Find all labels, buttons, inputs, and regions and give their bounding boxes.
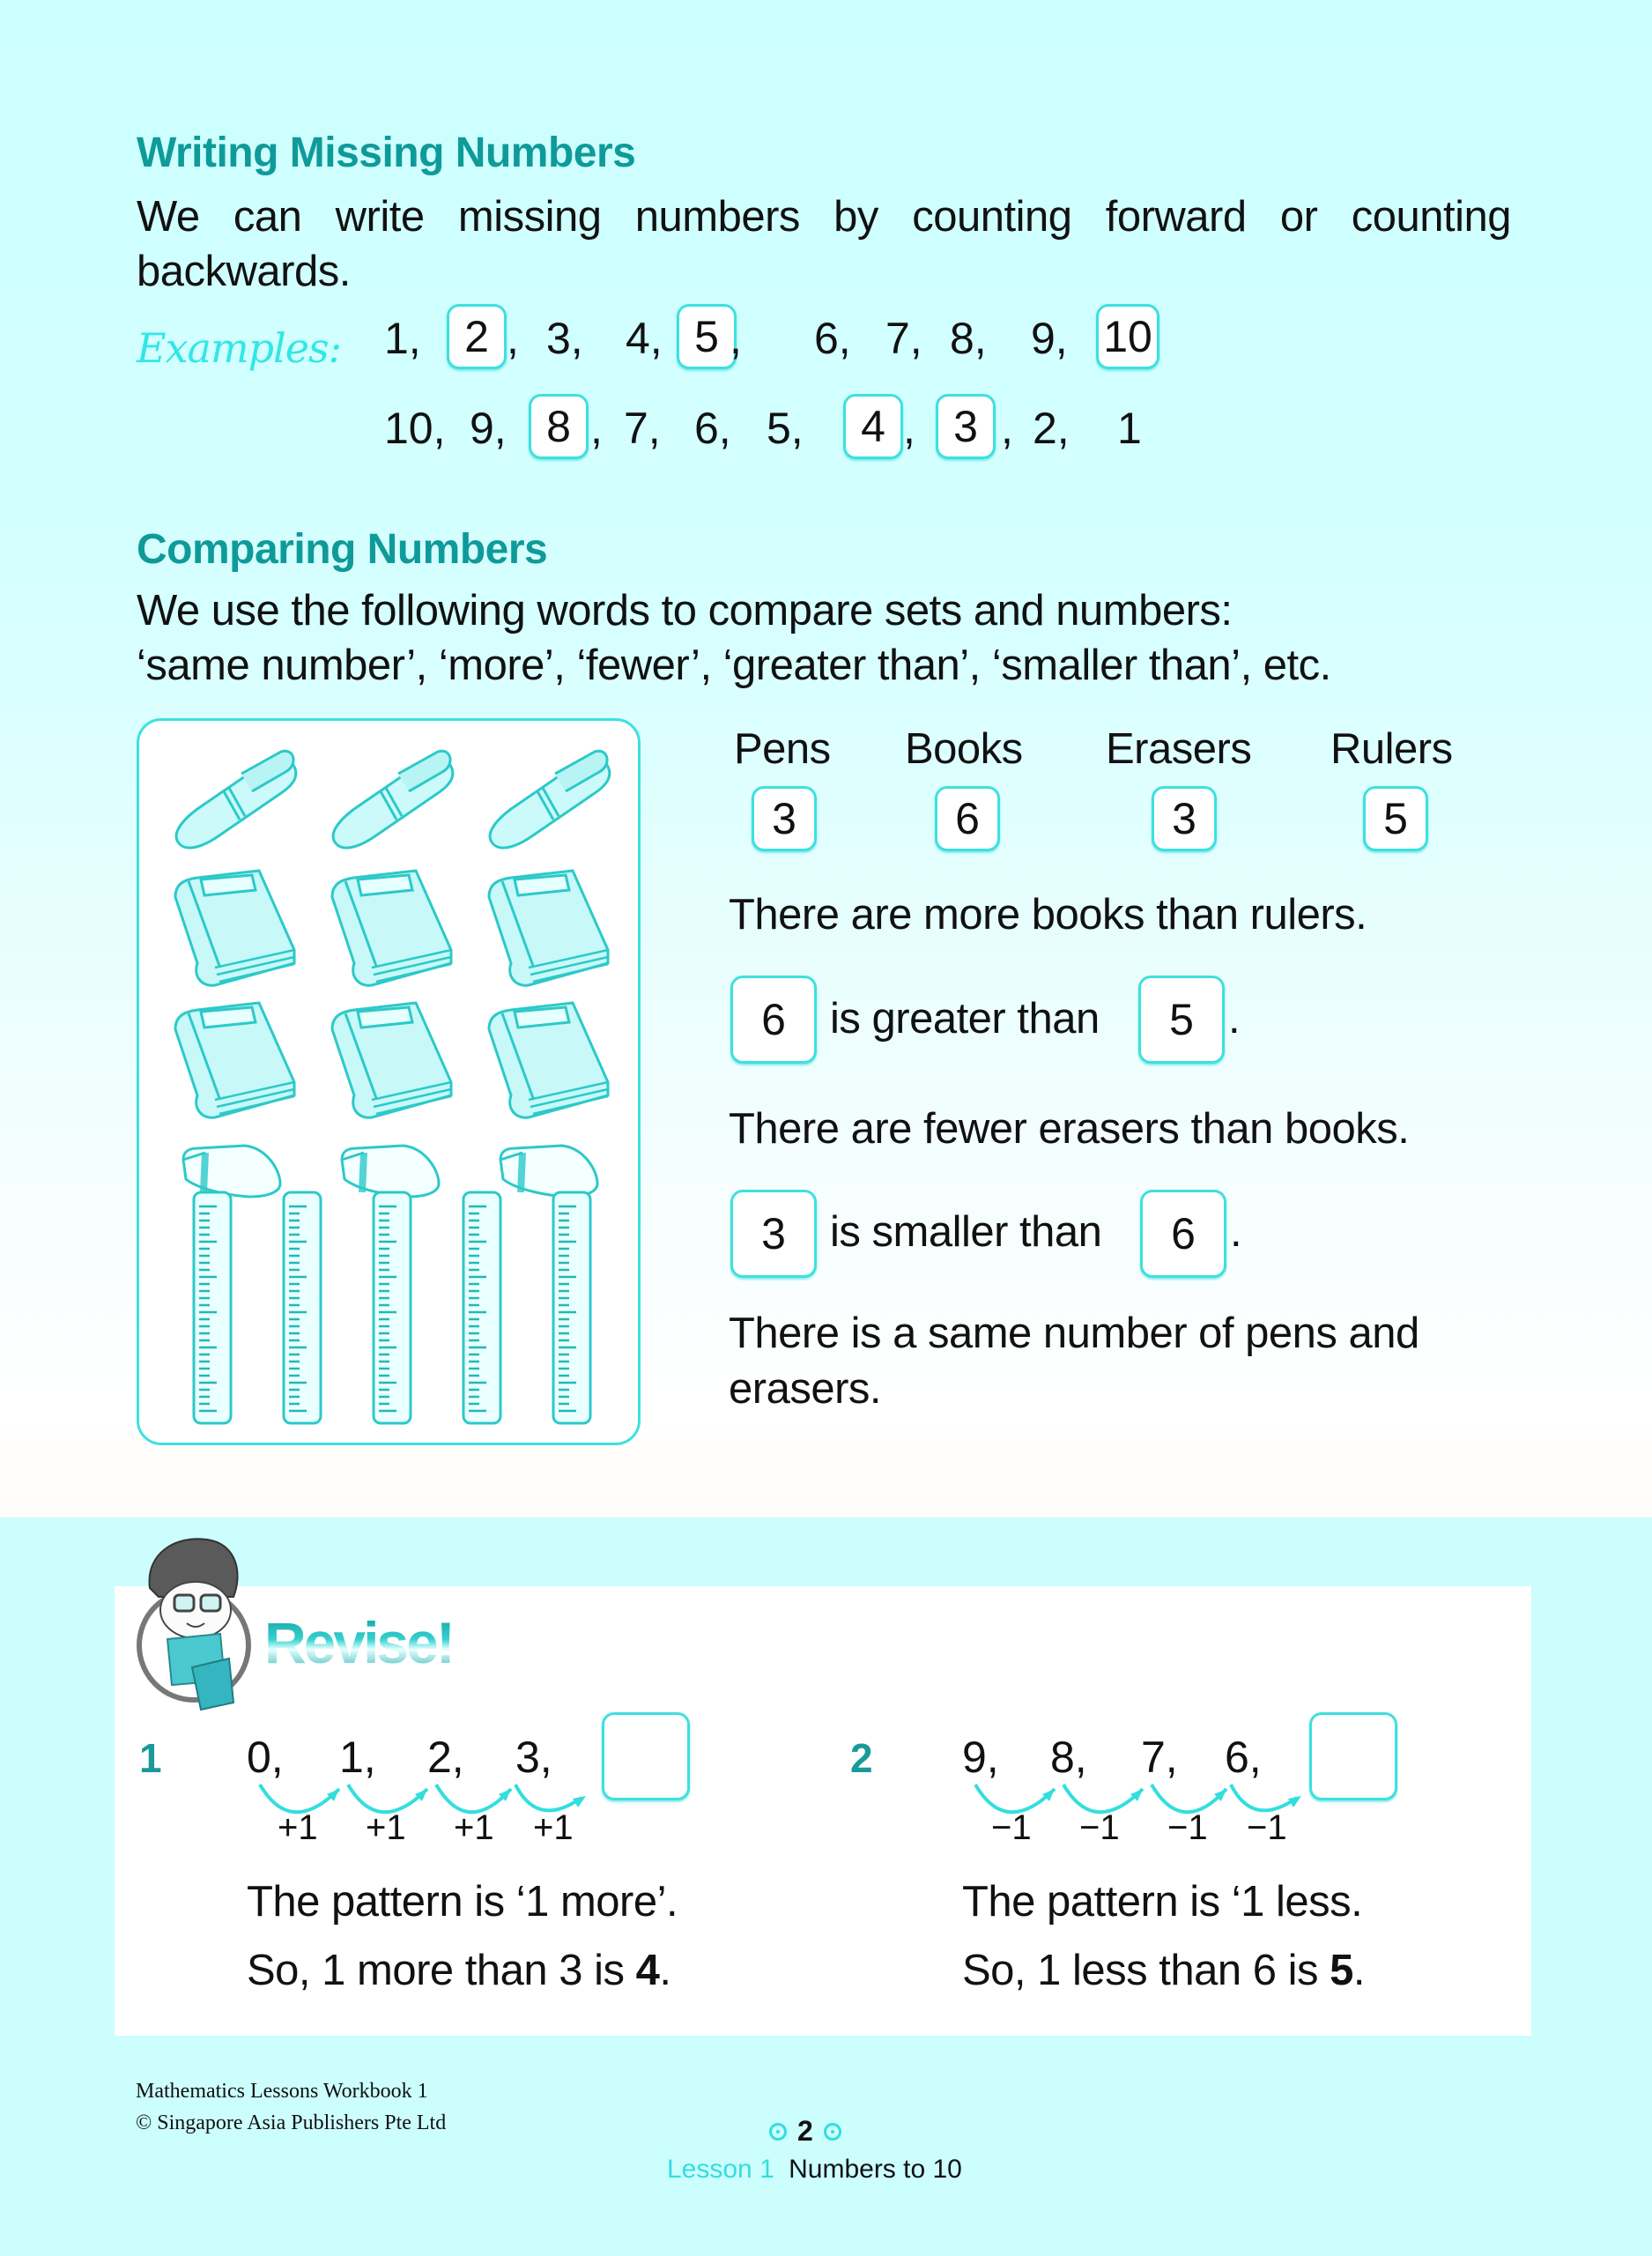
sequence-number: 6, (814, 314, 851, 363)
q2-answer-value: 5 (1330, 1947, 1353, 1994)
q1-answer-suffix: . (659, 1947, 671, 1994)
lesson-title: Numbers to 10 (789, 2155, 962, 2184)
q1-seq-3: 3, (515, 1733, 552, 1782)
count-box-books: 6 (935, 786, 1000, 851)
missing-number-box: 5 (677, 304, 737, 369)
q1-step-2: +1 (454, 1808, 494, 1847)
sentence-same-line1: There is a same number of pens and (729, 1310, 1419, 1357)
page-number-group (769, 2115, 841, 2148)
revise-title: Revise! (264, 1610, 453, 1675)
footer-copyright: © Singapore Asia Publishers Pte Ltd (136, 2111, 447, 2134)
sequence-number: 7, (624, 404, 661, 453)
question-2-number: 2 (850, 1735, 873, 1781)
sequence-number: 7, (885, 314, 922, 363)
greater-text: is greater than (830, 995, 1100, 1043)
writing-heading: Writing Missing Numbers (137, 130, 636, 176)
count-label-erasers: Erasers (1106, 725, 1252, 773)
sentence-more: There are more books than rulers. (729, 891, 1367, 939)
q1-answer-box[interactable] (602, 1712, 690, 1800)
q1-answer-sentence (247, 1946, 671, 1995)
q2-step-1: −1 (1079, 1808, 1120, 1847)
q2-step-2: −1 (1167, 1808, 1208, 1847)
q2-answer-suffix: . (1352, 1947, 1366, 1994)
q2-seq-0: 9, (962, 1733, 999, 1782)
sequence-number: 6, (694, 404, 731, 453)
smaller-box-b: 6 (1140, 1190, 1226, 1278)
greater-box-b: 5 (1138, 976, 1225, 1064)
count-box-pens: 3 (752, 786, 817, 851)
sequence-number: 9, (1031, 314, 1068, 363)
eraser-icon (183, 1146, 597, 1197)
comparing-body-line2: ‘same number’, ‘more’, ‘fewer’, ‘greater than’, ‘smaller than’, etc. (137, 642, 1331, 689)
missing-number-box: 3 (936, 394, 996, 459)
comparing-heading: Comparing Numbers (137, 526, 548, 573)
sequence-number: , (903, 404, 915, 453)
sequence-number: 10, (384, 404, 446, 453)
sequence-number: 5, (767, 404, 804, 453)
q1-seq-1: 1, (339, 1733, 376, 1782)
examples-label: Examples: (137, 324, 342, 372)
sentence-fewer: There are fewer erasers than books. (729, 1105, 1410, 1153)
sequence-number: 4, (626, 314, 663, 363)
q1-seq-0: 0, (247, 1733, 284, 1782)
missing-number-box: 10 (1096, 304, 1159, 369)
sentence-same-line2: erasers. (729, 1365, 882, 1413)
comparing-body-line1: We use the following words to compare sets and numbers: (137, 587, 1233, 634)
count-label-books: Books (905, 725, 1023, 773)
ruler-icon (194, 1192, 590, 1423)
bullet-left-icon (769, 2123, 787, 2141)
q2-step-3: −1 (1247, 1808, 1287, 1847)
page-number: 2 (797, 2115, 813, 2147)
count-box-erasers: 3 (1152, 786, 1217, 851)
q1-step-3: +1 (533, 1808, 574, 1847)
sequence-number: , (730, 314, 742, 363)
footer-lesson (667, 2155, 962, 2185)
q1-answer-value: 4 (635, 1947, 660, 1994)
sequence-number: 9, (470, 404, 507, 453)
missing-number-box: 2 (447, 304, 507, 369)
q2-step-0: −1 (991, 1808, 1032, 1847)
q2-seq-1: 8, (1050, 1733, 1087, 1782)
sequence-number: 3, (546, 314, 583, 363)
sequence-number: , (1001, 404, 1013, 453)
missing-number-box: 4 (843, 394, 903, 459)
sequence-number: , (590, 404, 603, 453)
book-icon (175, 871, 608, 1117)
count-label-pens: Pens (734, 725, 831, 773)
greater-box-a: 6 (730, 976, 817, 1064)
q2-answer-prefix: So, 1 less than 6 is (962, 1947, 1330, 1994)
lesson-label: Lesson 1 (667, 2155, 774, 2184)
q1-step-1: +1 (366, 1808, 406, 1847)
missing-number-box: 8 (529, 394, 589, 459)
q2-seq-3: 6, (1225, 1733, 1262, 1782)
smaller-text: is smaller than (830, 1208, 1102, 1256)
smaller-end: . (1230, 1208, 1242, 1256)
greater-end: . (1228, 995, 1241, 1043)
footer-book-title: Mathematics Lessons Workbook 1 (136, 2080, 428, 2103)
question-1-number: 1 (139, 1735, 162, 1781)
bullet-right-icon (824, 2123, 841, 2141)
q1-seq-2: 2, (427, 1733, 464, 1782)
count-label-rulers: Rulers (1330, 725, 1453, 773)
objects-illustration (137, 718, 641, 1445)
q1-step-0: +1 (278, 1808, 318, 1847)
sequence-number: 1, (384, 314, 421, 363)
pen-icon (176, 751, 610, 848)
sequence-number: 1 (1117, 404, 1142, 453)
q2-answer-sentence (962, 1946, 1365, 1995)
q1-pattern-text: The pattern is ‘1 more’. (247, 1878, 678, 1926)
sequence-number: , (507, 314, 519, 363)
smaller-box-a: 3 (730, 1190, 817, 1278)
writing-body-line2: backwards. (137, 248, 351, 295)
boy-mascot-icon (132, 1535, 264, 1711)
q1-answer-prefix: So, 1 more than 3 is (247, 1947, 636, 1994)
writing-body-line1: We can write missing numbers by counting forward or counting (137, 193, 1511, 241)
sequence-number: 2, (1033, 404, 1070, 453)
q2-seq-2: 7, (1141, 1733, 1178, 1782)
sequence-number: 8, (950, 314, 987, 363)
count-box-rulers: 5 (1363, 786, 1428, 851)
q2-pattern-text: The pattern is ‘1 less. (962, 1878, 1363, 1926)
